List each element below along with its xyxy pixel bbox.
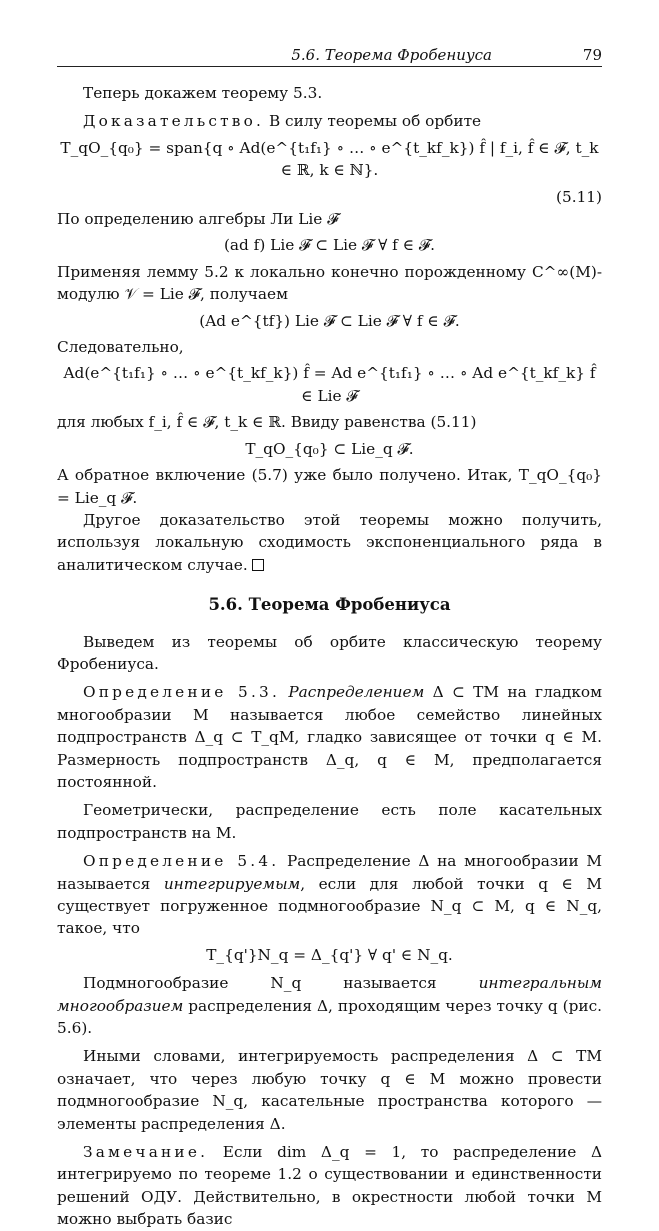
definition-text: Δ ⊂ TM на гладком многообразии M называется любое семейство линейных подпространств Δ_q ⊂ T_qM, гладко зависящее от точки q ∈ M. Размерность подпространств Δ_q, q ∈ M, предполагается постоянной. [57, 683, 602, 791]
display-formula: (ad f) Lie 𝓕 ⊂ Lie 𝓕 ∀ f ∈ 𝓕. [223, 236, 436, 255]
definition-text: , если для любой точки q ∈ M существует погруженное подмногообразие N_q ⊂ M, q ∈ N_q, такое, что [57, 874, 603, 938]
remark-text: Если dim Δ_q = 1, то распределение Δ интегрируемо по теореме 1.2 о существовании и единственности решений ОДУ. Действительно, в окрестности любой точки M можно выбрать базис [57, 1143, 602, 1229]
paragraph-text: Другое доказательство этой теоремы можно получить, используя локальную сходимость экспоненциального ряда в аналитическом случае. [57, 510, 602, 574]
remark [57, 1141, 602, 1231]
definition-label: Определение 5.4. [83, 852, 280, 871]
proof-label: Доказательство. [83, 112, 265, 131]
paragraph: Следовательно, [57, 338, 184, 357]
definition-5-3 [57, 681, 602, 793]
definition-term: интегральным многообразием [57, 974, 602, 1015]
qed-square-icon [252, 559, 264, 571]
paragraph [57, 972, 602, 1039]
paragraph-text: Подмногообразие N_q называется [83, 974, 479, 993]
definition-text: Распределение Δ на многообразии M называется [57, 852, 602, 893]
equation-number: (5.11) [556, 187, 602, 206]
paragraph: Геометрически, распределение есть поле касательных подпространств на M. [57, 801, 602, 842]
display-formula: T_qO_{q₀} ⊂ Lie_q 𝓕. [245, 439, 414, 458]
running-header [57, 44, 602, 67]
paragraph: А обратное включение (5.7) уже было получено. Итак, T_qO_{q₀} = Lie_q 𝓕. [57, 466, 602, 507]
display-formula: T_{q'}N_q = Δ_{q'} ∀ q' ∈ N_q. [206, 945, 453, 964]
equation-5-11: T_qO_{q₀} = span{q ∘ Ad(e^{t₁f₁} ∘ … ∘ e^{t_kf_k}) f̂ | f_i, f̂ ∈ 𝓕, t_k ∈ ℝ, k ∈ ℕ}. [60, 138, 599, 180]
paragraph: По определению алгебры Ли Lie 𝓕 [57, 210, 339, 229]
paragraph: Иными словами, интегрируемость распределения Δ ⊂ TM означает, что через любую точку q ∈ M можно провести подмногообразие N_q, касательные пространства которого — элементы распределения Δ. [57, 1047, 602, 1133]
display-formula: (Ad e^{tf}) Lie 𝓕 ⊂ Lie 𝓕 ∀ f ∈ 𝓕. [199, 311, 460, 330]
remark-label: Замечание. [83, 1143, 209, 1162]
paragraph: Теперь докажем теорему 5.3. [83, 84, 323, 102]
definition-term: Распределением [288, 683, 425, 702]
paragraph-text: распределения Δ, проходящим через точку q (рис. 5.6). [57, 996, 602, 1038]
proof-text: В силу теоремы об орбите [264, 112, 482, 131]
definition-term: интегрируемым [163, 874, 301, 893]
running-header-title: 5.6. Теорема Фробениуса [291, 46, 492, 64]
page-body [57, 82, 602, 1231]
section-heading: 5.6. Теорема Фробениуса [208, 595, 451, 615]
paragraph: Выведем из теоремы об орбите классическую теорему Фробениуса. [57, 632, 602, 673]
proof-paragraph [57, 110, 602, 132]
paragraph: для любых f_i, f̂ ∈ 𝓕, t_k ∈ ℝ. Ввиду равенства (5.11) [57, 413, 477, 432]
paragraph [57, 509, 602, 576]
definition-label: Определение 5.3. [83, 683, 281, 702]
paragraph: Применяя лемму 5.2 к локально конечно порожденному C^∞(M)-модулю 𝒱 = Lie 𝓕, получаем [57, 262, 602, 304]
display-formula: Ad(e^{t₁f₁} ∘ … ∘ e^{t_kf_k}) f̂ = Ad e^{t₁f₁} ∘ … ∘ Ad e^{t_kf_k} f̂ ∈ Lie 𝓕 [63, 364, 596, 405]
page-number: 79 [582, 46, 602, 64]
definition-5-4 [57, 850, 602, 940]
